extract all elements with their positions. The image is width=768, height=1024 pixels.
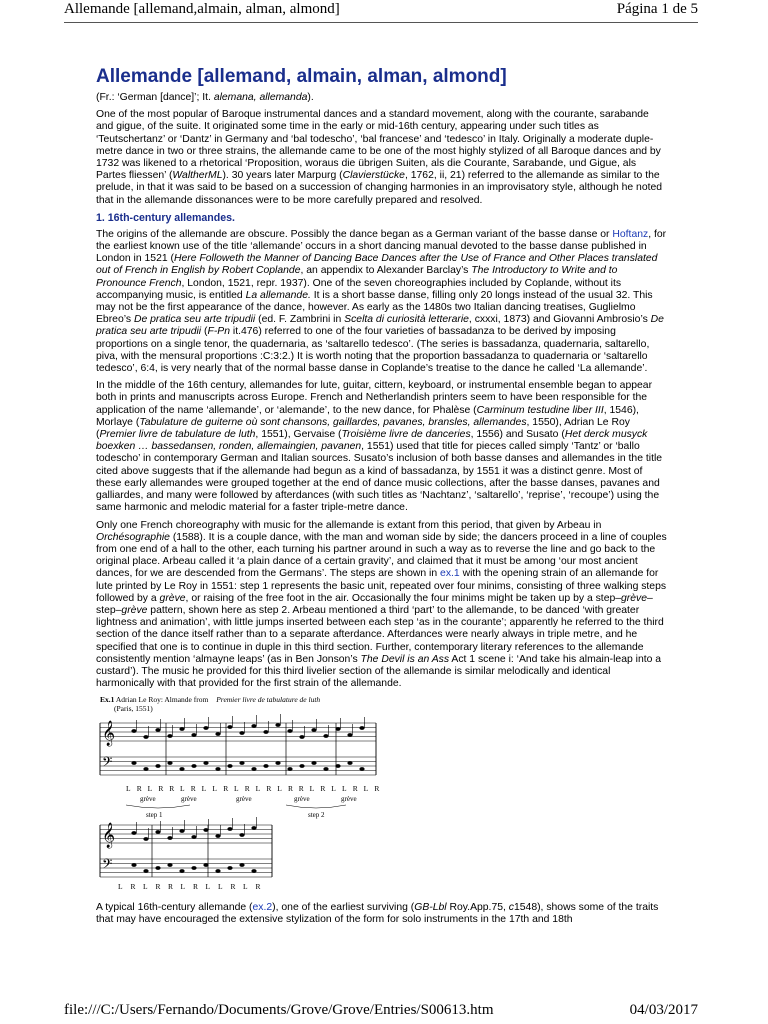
note-head bbox=[167, 863, 172, 867]
step-letter: R bbox=[136, 784, 142, 794]
note-head bbox=[155, 728, 160, 732]
step-letter: R bbox=[169, 784, 175, 794]
note-head bbox=[239, 863, 244, 867]
step-letter: L bbox=[201, 784, 207, 794]
step-letter: L bbox=[180, 784, 185, 794]
article-body bbox=[96, 66, 668, 931]
note-head bbox=[251, 869, 256, 873]
note-head bbox=[239, 833, 244, 837]
note-head bbox=[143, 767, 148, 771]
step-bracket bbox=[286, 805, 346, 808]
paragraph-mid-century: In the middle of the 16th century, allemandes for lute, guitar, cittern, keyboard, or instrumental ensemble began to appear both in prints and manuscripts across Europe. French and Netherlandish printers seem to have been responsible for the application of the name ‘allemande’, or ‘alemande’, to the new dance, for Phalèse (Carminum testudine liber III, 1546), Morlaye (Tabulature de guiterne où sont chansons, gaillardes, pavanes, bransles, allemandes, 1550), Adrian Le Roy (Premier livre de tabulature de luth, 1551), Gervaise (Troisième livre de danceries, 1556) and Susato (Het derck musyck boexken … bassedansen, ronden, allemaingien, pavanen, 1551) used that title for pieces called simply ‘Tantz’ or ‘ballo todescho’ in contemporary German and Italian sources. Susato’s inclusion of both basse danses and allemandes in the title cited above suggests that if the allemande had begun as a kind of bassadanza, by 1551 it was a distinct genre. Most of these early allemandes were grouped together at the end of dance music collections, after the basse danses, pavanes and galliardes, and many were followed by afterdances (with such titles as ‘Nachtanz’, ‘saltarello’, ‘reprise’, ‘recoupe’) using the same harmonic and melodic material for a faster triple-metre dance. bbox=[96, 380, 663, 514]
note-head bbox=[131, 761, 136, 765]
note-head bbox=[215, 767, 220, 771]
note-head bbox=[191, 764, 196, 768]
step-letter: L bbox=[309, 784, 315, 794]
example-caption: Ex.1 Adrian Le Roy: Almande from Premier livre de tabulature de luth bbox=[100, 695, 321, 705]
step-letter: L bbox=[212, 784, 217, 794]
step-letter: R bbox=[374, 784, 380, 794]
article-title: Allemande [allemand, almain, alman, almond] bbox=[96, 66, 507, 87]
step-letter: R bbox=[193, 882, 199, 892]
step-letter: L bbox=[143, 882, 148, 892]
note-head bbox=[191, 733, 196, 737]
paragraph-arbeau: Only one French choreography with music for the allemande is extant from this period, that given by Arbeau in Orchésographie (1588). It is a couple dance, with the man and woman side by side; the dancers proceed in a line of couples from one end of a hall to the other, each turning his partner around in such a way as to reverse the line and go back to the original place. Arbeau called it ‘a plain dance of a certain gravity’, and claimed that it must be among ‘our most ancient dances, for we are descended from the Germans’. The steps are shown in ex.1 with the opening strain of an allemande for lute printed by Le Roy in 1551: step 1 represents the basic unit, repeated over four minims, consisting of three walking steps followed by a grève, or raising of the free foot in the air. Occasionally the four minims might be taken up by a step–grève–step–grève pattern, shown here as step 2. Arbeau mentioned a third ‘part’ to the allemande, to be danced ‘with greater lightness and animation’, with little jumps inserted between each step ‘as in the courante’; apparently he referred to the third section of the dance itself rather than to a separate afterdance. Afterdances were nearly always in triple metre, and he specified that one is to continue in duple in this third section. Further, contemporary literary references to the allemande consistently mention ‘almayne leaps’ (as in Ben Jonson’s The Devil is an Ass Act 1 scene i: ‘And take his almain-leap into a custard’). The music he provided for this third livelier section of the allemande is similar melodically and identical harmonically with that provided for the first strain of the allemande. bbox=[96, 519, 667, 690]
music-example bbox=[96, 695, 668, 897]
print-date: 04/03/2017 bbox=[629, 1002, 698, 1018]
note-head bbox=[167, 836, 172, 840]
note-head bbox=[131, 729, 136, 733]
treble-clef: 𝄞 bbox=[102, 720, 116, 746]
step-letter: R bbox=[158, 784, 164, 794]
note-head bbox=[215, 869, 220, 873]
step-letter: R bbox=[223, 784, 229, 794]
link-hoftanz[interactable]: Hoftanz bbox=[612, 228, 649, 240]
note-head bbox=[227, 827, 232, 831]
step-letter: R bbox=[320, 784, 326, 794]
step-letter: L bbox=[118, 882, 123, 892]
paragraph-origins: The origins of the allemande are obscure. Possibly the dance began as a German variant of the basse danse or Hoftanz, for the earliest known use of the title ‘allemande’ occurs in a short dancing manual devoted to the basse danse published in London in 1521 (Here Followeth the Manner of Dancing Bace Dances after the Use of France and Other Places translated out of French in English by Robert Coplande, an appendix to Alexander Barclay’s The Introductory to Write and to Pronounce French, London, 1521, repr. 1937). One of the seven choreographies included by Coplande, without its accompanying music, is entitled La allemande. It is a short basse danse, filling only 20 longs instead of the usual 32. This may not be the first appearance of the dance, however. As early as the 1480s two Italian dancing treatises, Guglielmo Ebreo’s De pratica seu arte tripudii (ed. F. Zambrini in Scelta di curiosità letterarie, cxxxi, 1873) and Giovanni Ambrosio’s De pratica seu arte tripudii (F-Pn it.476) referred to one of the four varieties of bassadanza to be derived by imposing proportions on a single tenor, the quadernaria, as ‘saltarello tedesco’. (The series is bassadanza, quadernaria, saltarello, piva, with the mensural proportions :C:3:2.) It is worth noting that the proportion bassadanza to quadernaria or ‘saltarello tedesco’, 6:4, is very nearly that of the normal basse danse in Coplande’s treatise to the dance he called ‘La allemande’. bbox=[96, 228, 667, 375]
step-letter: L bbox=[234, 784, 239, 794]
greve-label: grève bbox=[236, 795, 252, 804]
link-ex1[interactable]: ex.1 bbox=[440, 568, 460, 580]
note-head bbox=[227, 725, 232, 729]
note-head bbox=[179, 727, 184, 731]
etymology: (Fr.: ‘German [dance]’; It. alemana, allemanda). bbox=[96, 92, 314, 103]
step-letter: R bbox=[168, 882, 174, 892]
music-score bbox=[96, 713, 396, 893]
note-head bbox=[287, 767, 292, 771]
note-head bbox=[251, 826, 256, 830]
greve-label: grève bbox=[181, 795, 197, 804]
step-letter: L bbox=[180, 882, 186, 892]
note-head bbox=[167, 734, 172, 738]
greve-label: grève bbox=[294, 795, 310, 804]
note-head bbox=[299, 764, 304, 768]
step-letter: L bbox=[205, 882, 211, 892]
note-head bbox=[347, 733, 352, 737]
note-head bbox=[275, 723, 280, 727]
step-letter: L bbox=[331, 784, 336, 794]
header-divider bbox=[64, 22, 698, 23]
note-head bbox=[311, 761, 316, 765]
step-2-label: step 2 bbox=[308, 811, 325, 820]
intro-paragraph: One of the most popular of Baroque instrumental dances and a standard movement, along with the courante, sarabande and gigue, of the suite. It originated some time in the early or mid-16th century, appearing under such titles as ‘Teutschertanz’ or ‘Dantz’ in Germany and ‘bal todescho’, ‘bal francese’ and ‘tedesco’ in Italy. Originally a moderate duple-metre dance in two or three strains, the allemande came to be one of the most highly stylized of all Baroque dances and by 1732 was likened to a rhetorical ‘Proposition, woraus die übrigen Suiten, als die Courante, Sarabande, und Gigue, als Partes fliessen’ (WaltherML). 30 years later Marpurg (Clavierstücke, 1762, ii, 21) referred to the allemande as similar to the prelude, in that it was said to be based on a succession of changing harmonies in an improvisatory style, although he noted that in the allemande dissonances were to be more carefully prepared and resolved. bbox=[96, 109, 663, 206]
treble-clef: 𝄞 bbox=[102, 822, 116, 848]
note-head bbox=[203, 726, 208, 730]
note-head bbox=[263, 764, 268, 768]
page-header bbox=[0, 0, 768, 24]
note-head bbox=[203, 863, 208, 867]
note-head bbox=[203, 761, 208, 765]
note-head bbox=[215, 732, 220, 736]
note-head bbox=[335, 727, 340, 731]
note-head bbox=[155, 866, 160, 870]
note-head bbox=[335, 764, 340, 768]
note-head bbox=[227, 764, 232, 768]
step-letter: L bbox=[126, 784, 131, 794]
step-letter: R bbox=[288, 784, 294, 794]
note-head bbox=[323, 767, 328, 771]
paragraph-typical: A typical 16th-century allemande (ex.2), one of the earliest surviving (GB-Lbl Roy.App.75, c1548), shows some of the traits that may have encouraged the extensive stylization of the form for solo instruments in the 17th and 18th bbox=[96, 901, 659, 925]
greve-label: grève bbox=[341, 795, 357, 804]
note-head bbox=[179, 869, 184, 873]
note-head bbox=[239, 761, 244, 765]
note-head bbox=[227, 866, 232, 870]
step-letter: R bbox=[352, 784, 358, 794]
note-head bbox=[143, 837, 148, 841]
note-head bbox=[143, 869, 148, 873]
note-head bbox=[359, 726, 364, 730]
note-head bbox=[239, 731, 244, 735]
step-letter: L bbox=[147, 784, 153, 794]
step-letter: R bbox=[190, 784, 196, 794]
note-head bbox=[359, 767, 364, 771]
step-letter: R bbox=[244, 784, 250, 794]
step-letter: L bbox=[243, 882, 248, 892]
step-letter: R bbox=[155, 882, 161, 892]
note-head bbox=[155, 764, 160, 768]
note-head bbox=[191, 866, 196, 870]
page-number: Página 1 de 5 bbox=[616, 1, 698, 17]
note-head bbox=[251, 767, 256, 771]
note-head bbox=[287, 729, 292, 733]
note-head bbox=[191, 835, 196, 839]
note-head bbox=[155, 830, 160, 834]
note-head bbox=[143, 735, 148, 739]
step-letter: L bbox=[218, 882, 223, 892]
greve-label: grève bbox=[140, 795, 156, 804]
example-source: (Paris, 1551) bbox=[114, 704, 153, 714]
bass-clef: 𝄢 bbox=[102, 858, 113, 876]
step-letter: R bbox=[255, 882, 261, 892]
step-letter: L bbox=[363, 784, 369, 794]
step-letter: R bbox=[230, 882, 236, 892]
bass-clef: 𝄢 bbox=[102, 756, 113, 774]
note-head bbox=[311, 728, 316, 732]
step-letter: R bbox=[266, 784, 272, 794]
note-head bbox=[167, 761, 172, 765]
note-head bbox=[179, 829, 184, 833]
step-letter: L bbox=[342, 784, 347, 794]
note-head bbox=[179, 767, 184, 771]
header-title: Allemande [allemand,almain, alman, almond] bbox=[64, 1, 340, 17]
note-head bbox=[251, 724, 256, 728]
note-head bbox=[275, 761, 280, 765]
note-head bbox=[203, 828, 208, 832]
note-head bbox=[131, 831, 136, 835]
step-letter: R bbox=[130, 882, 136, 892]
note-head bbox=[323, 734, 328, 738]
note-head bbox=[263, 730, 268, 734]
page-footer bbox=[64, 1002, 698, 1019]
note-head bbox=[131, 863, 136, 867]
step-1-label: step 1 bbox=[146, 811, 163, 820]
file-path: file:///C:/Users/Fernando/Documents/Grove/Grove/Entries/S00613.htm bbox=[64, 1002, 494, 1018]
note-head bbox=[215, 834, 220, 838]
step-letter: L bbox=[255, 784, 261, 794]
note-head bbox=[347, 761, 352, 765]
note-head bbox=[299, 735, 304, 739]
step-letter: R bbox=[298, 784, 304, 794]
step-bracket bbox=[126, 805, 190, 808]
link-ex2[interactable]: ex.2 bbox=[252, 901, 273, 913]
section-heading: 1. 16th-century allemandes. bbox=[96, 211, 235, 224]
step-letter: L bbox=[277, 784, 282, 794]
